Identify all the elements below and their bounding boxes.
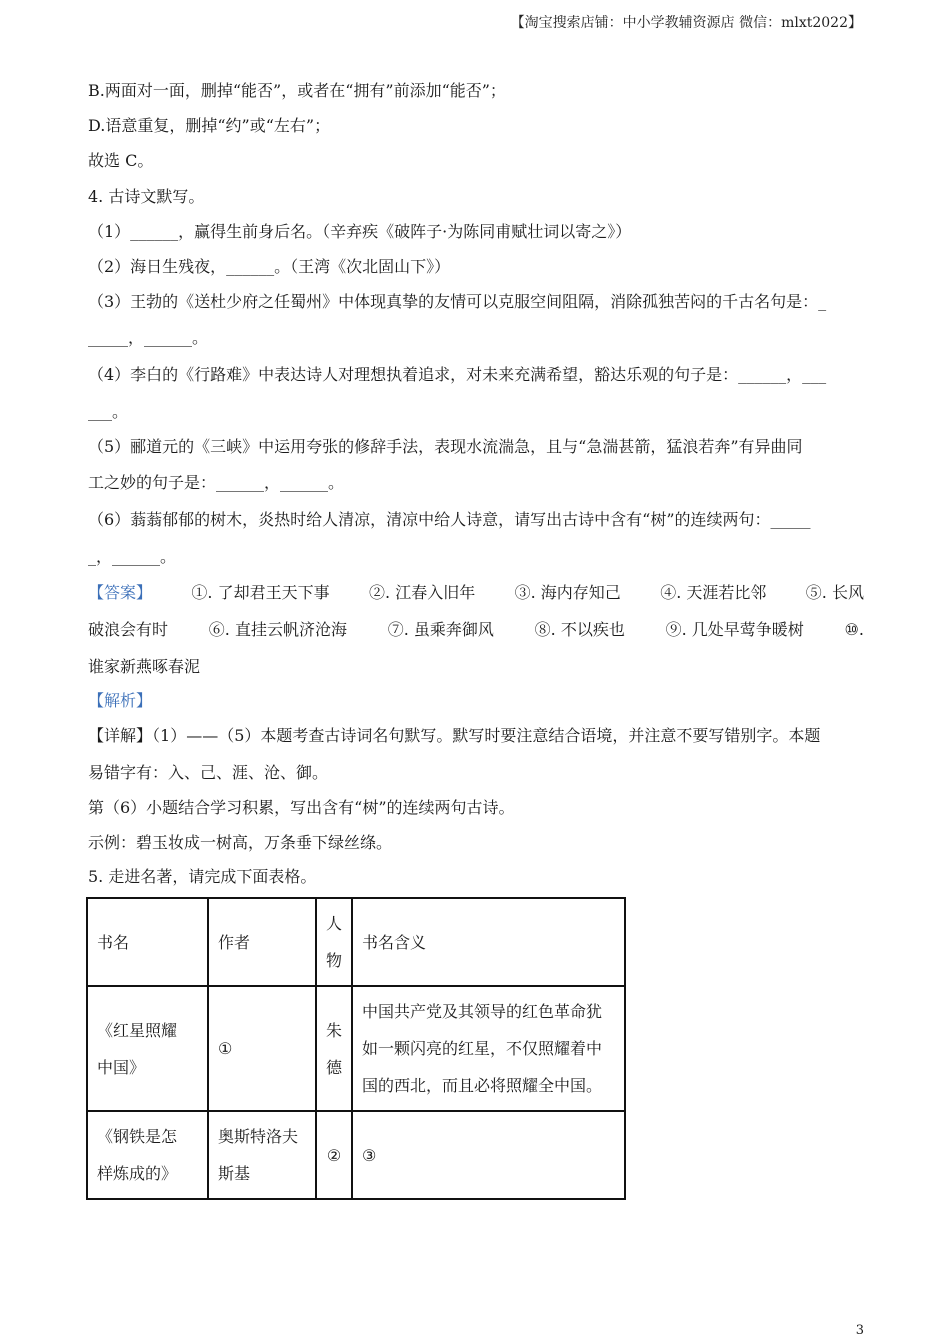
table-row [87,986,625,1111]
table-header-row [87,898,625,986]
text-line: （6）蓊蓊郁郁的树木，炎热时给人清凉，清凉中给人诗意，请写出古诗中含有“树”的连续两句：_____ [88,510,811,529]
text-line: 故选 C。 [88,151,154,170]
text-line: D.语意重复，删掉“约”或“左右”； [88,116,331,135]
text-line: （2）海日生残夜，______。（王湾《次北固山下》） [88,257,451,276]
table-row [87,1111,625,1199]
table-cell: ① [208,986,316,1111]
text-line: ___。 [88,402,129,421]
classics-table [86,897,626,1200]
answer-item: ⑧. 不以疾也 [534,620,625,639]
table-cell: 书名含义 [352,898,625,986]
text-line: _____，______。 [88,328,209,347]
detail-line [88,725,820,747]
text-line: 易错字有：入、己、涯、沧、御。 [88,763,329,782]
table-cell: 《钢铁是怎 样炼成的》 [87,1111,208,1199]
answer-item: ⑩. [844,620,864,639]
analysis-label: 【解析】 [88,691,153,710]
text-line: B.两面对一面，删掉“能否”，或者在“拥有”前添加“能否”； [88,81,506,100]
answer-item: 破浪会有时 [88,620,169,639]
answer-item: ①. 了却君王天下事 [191,583,330,602]
answer-item: ③. 海内存知己 [514,583,621,602]
table-cell: 中国共产党及其领导的红色革命犹 如一颗闪亮的红星，不仅照耀着中 国的西北，而且必将照耀全中国。 [352,986,625,1111]
text-line: 示例：碧玉妆成一树高，万条垂下绿丝绦。 [88,833,393,852]
answer-item: ⑨. 几处早莺争暖树 [665,620,804,639]
question-5-title: 5. 走进名著，请完成下面表格。 [88,867,317,886]
table-cell: 奥斯特洛夫 斯基 [208,1111,316,1199]
text-line: （5）郦道元的《三峡》中运用夸张的修辞手法，表现水流湍急，且与“急湍甚箭，猛浪若奔”有异曲同 [88,437,803,456]
answer-row-2 [88,619,864,641]
page-header: 【淘宝搜索店铺：中小学教辅资源店 微信：mlxt2022】 [510,15,862,31]
table-cell: ③ [352,1111,625,1199]
text-line: （4）李白的《行路难》中表达诗人对理想执着追求，对未来充满希望，豁达乐观的句子是：______，___ [88,365,827,384]
detail-text: （1）——（5）本题考查古诗词名句默写。默写时要注意结合语境，并注意不要写错别字。本题 [152,726,821,745]
answer-row-3: 谁家新燕啄春泥 [88,657,201,676]
answer-item: ⑦. 虽乘奔御风 [387,620,494,639]
table-cell: ② [316,1111,352,1199]
question-4-title: 4. 古诗文默写。 [88,187,205,206]
text-line: （3）王勃的《送杜少府之任蜀州》中体现真挚的友情可以克服空间阻隔，消除孤独苦闷的千古名句是：_ [88,292,827,311]
answer-item: ⑤. 长风 [805,583,864,602]
table-cell: 人 物 [316,898,352,986]
answer-item: ④. 天涯若比邻 [660,583,767,602]
page-number: 3 [855,1323,864,1338]
detail-label: 【详解】 [88,726,153,745]
answer-row-1 [88,582,864,604]
text-line: 第（6）小题结合学习积累，写出含有“树”的连续两句古诗。 [88,798,515,817]
table-cell: 朱 德 [316,986,352,1111]
answer-item: ⑥. 直挂云帆济沧海 [208,620,347,639]
answer-item: ②. 江春入旧年 [369,583,476,602]
table-cell: 《红星照耀 中国》 [87,986,208,1111]
answer-label: 【答案】 [88,583,153,602]
table-cell: 书名 [87,898,208,986]
text-line: _，______。 [88,547,177,566]
text-line: （1）______，赢得生前身后名。（辛弃疾《破阵子·为陈同甫赋壮词以寄之》） [88,222,632,241]
text-line: 工之妙的句子是：______，______。 [88,473,345,492]
table-cell: 作者 [208,898,316,986]
